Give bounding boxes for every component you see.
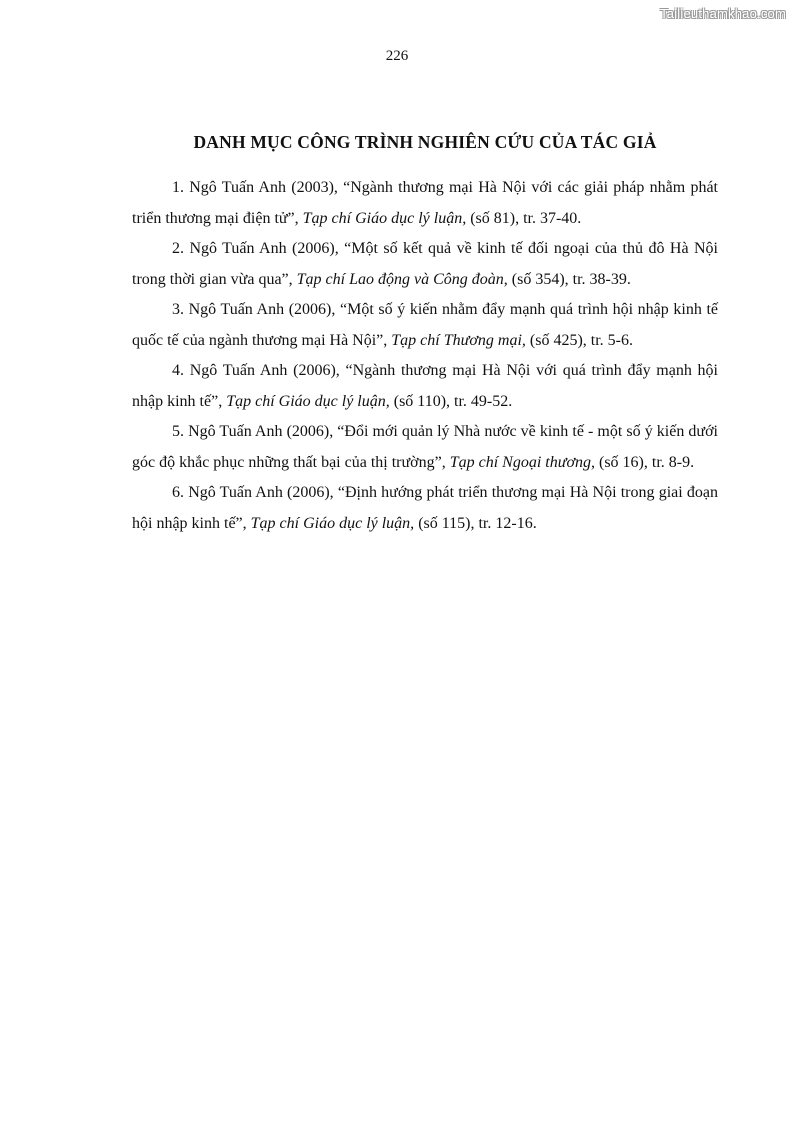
reference-citation: (số 110), tr. 49-52.	[389, 392, 513, 410]
reference-citation: (số 81), tr. 37-40.	[466, 209, 582, 227]
reference-item	[132, 478, 718, 539]
reference-item	[132, 173, 718, 234]
reference-citation: (số 115), tr. 12-16.	[414, 514, 537, 532]
journal-name: Tạp chí Ngoại thương,	[449, 453, 595, 471]
journal-name: Tạp chí Giáo dục lý luận,	[302, 209, 467, 227]
reference-text: 4. Ngô Tuấn Anh (2006), “Ngành thương mại Hà Nội với quá trình đẩy mạnh hội nhập kinh tế”,	[132, 362, 718, 410]
reference-text: 5. Ngô Tuấn Anh (2006), “Đổi mới quản lý Nhà nước về kinh tế - một số ý kiến dưới góc độ khắc phục những thất bại của thị trường”,	[132, 423, 718, 471]
reference-citation: (số 425), tr. 5-6.	[525, 331, 633, 349]
reference-list	[132, 173, 718, 539]
reference-item	[132, 295, 718, 356]
reference-text: 1. Ngô Tuấn Anh (2003), “Ngành thương mại Hà Nội với các giải pháp nhằm phát triển thương mại điện tử”,	[132, 179, 718, 227]
journal-name: Tạp chí Lao động và Công đoàn,	[296, 270, 508, 288]
page-title: DANH MỤC CÔNG TRÌNH NGHIÊN CỨU CỦA TÁC GIẢ	[193, 132, 657, 152]
watermark-text: Tailieuthamkhao.com	[660, 6, 786, 21]
reference-item	[132, 356, 718, 417]
reference-text: 2. Ngô Tuấn Anh (2006), “Một số kết quả về kinh tế đối ngoại của thủ đô Hà Nội trong thời gian vừa qua”,	[132, 240, 718, 288]
reference-citation: (số 16), tr. 8-9.	[595, 453, 695, 471]
reference-citation: (số 354), tr. 38-39.	[507, 270, 631, 288]
reference-item	[132, 417, 718, 478]
journal-name: Tạp chí Giáo dục lý luận,	[250, 514, 415, 532]
reference-item	[132, 234, 718, 295]
reference-text: 3. Ngô Tuấn Anh (2006), “Một số ý kiến nhằm đẩy mạnh quá trình hội nhập kinh tế quốc tế của ngành thương mại Hà Nội”,	[132, 301, 718, 349]
journal-name: Tạp chí Thương mại,	[391, 331, 526, 349]
reference-text: 6. Ngô Tuấn Anh (2006), “Định hướng phát triển thương mại Hà Nội trong giai đoạn hội nhập kinh tế”,	[132, 484, 718, 532]
journal-name: Tạp chí Giáo dục lý luận,	[226, 392, 390, 410]
page-number: 226	[385, 48, 409, 64]
